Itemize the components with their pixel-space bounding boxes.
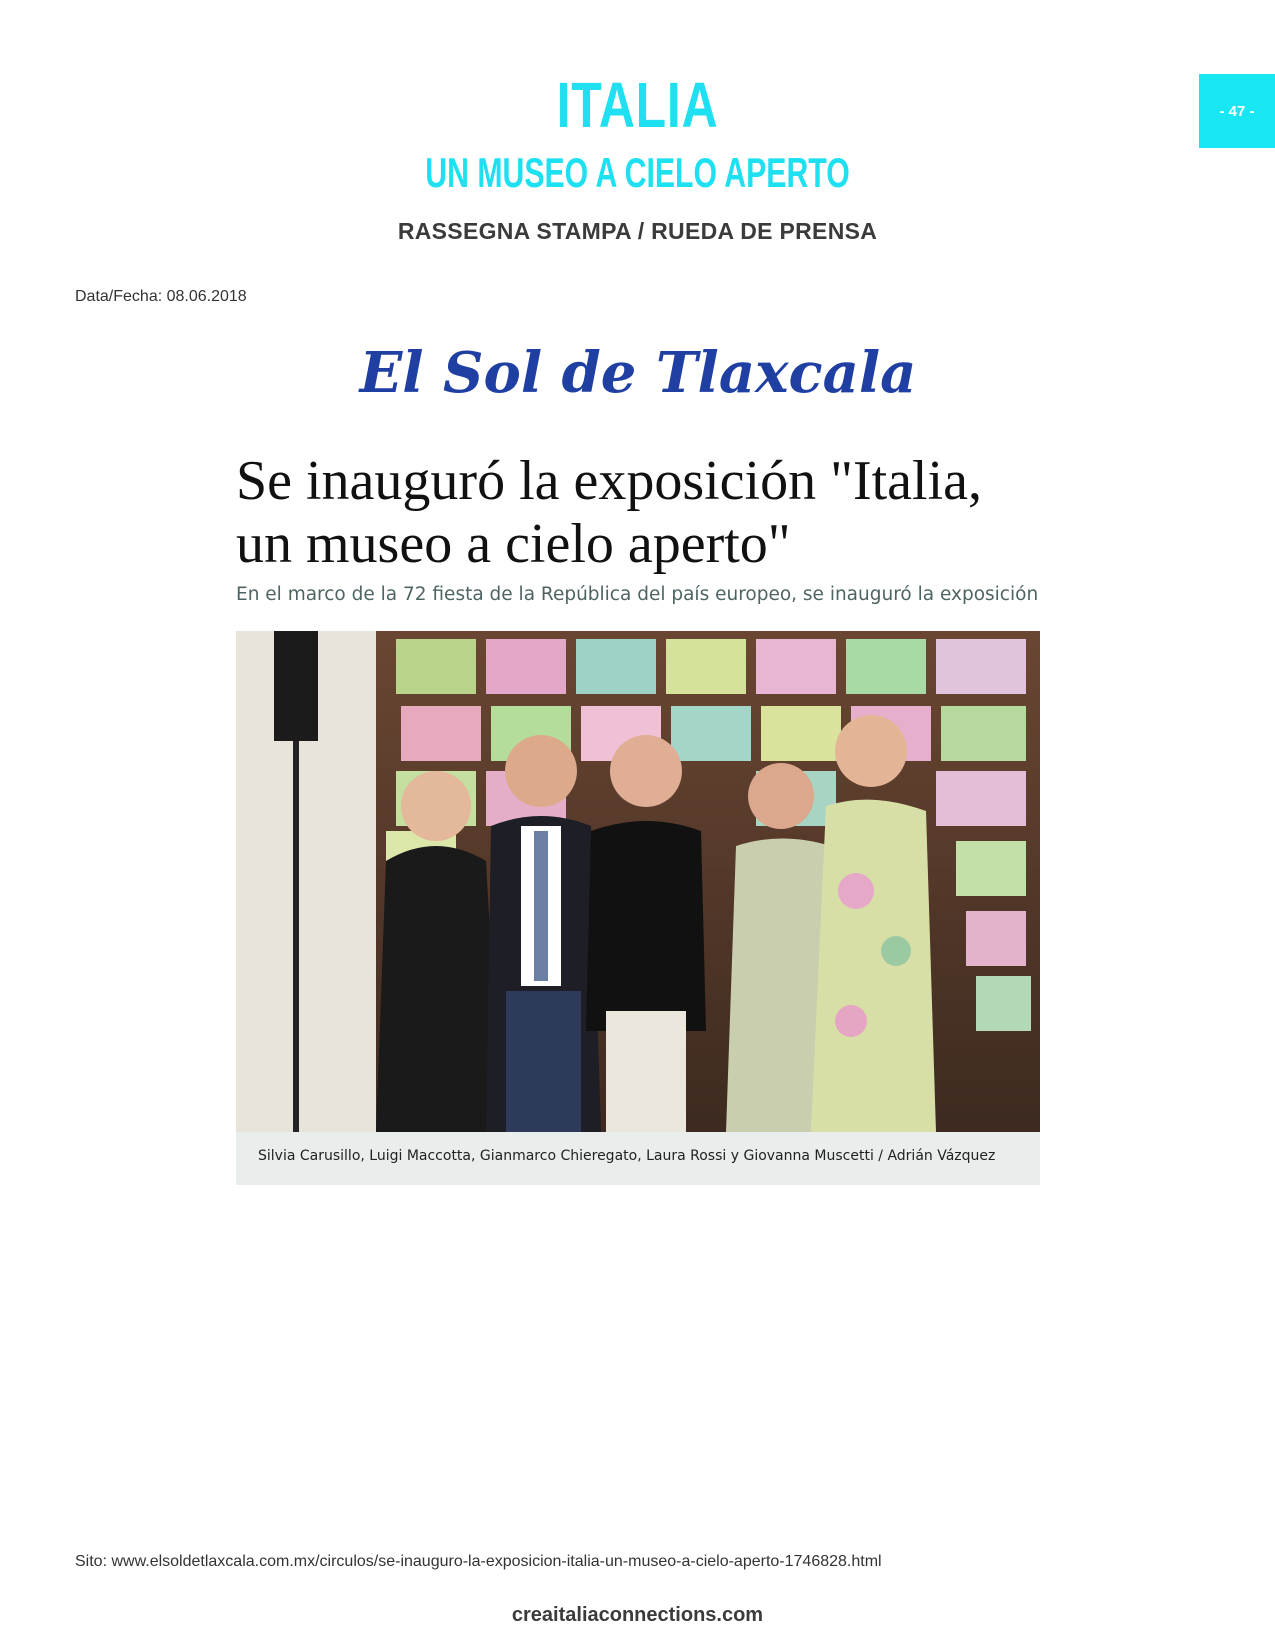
page-number-badge [1199,74,1275,148]
article-subheadline: En el marco de la 72 fiesta de la República del país europeo, se inauguró la exposición [236,584,1039,605]
headline-line-2: un museo a cielo aperto" [236,513,791,575]
page-title: ITALIA [556,69,719,141]
source-url: Sito: www.elsoldetlaxcala.com.mx/circulos/se-inauguro-la-exposicion-italia-un-museo-a-cielo-aperto-1746828.html [75,1553,882,1570]
article-headline [236,450,1056,576]
article-photo [236,631,1040,1132]
event-photo-illustration [236,631,1040,1132]
footer-website: creaitaliaconnections.com [511,1604,764,1626]
publication-logo-text: El Sol de Tlaxcala [359,340,916,406]
photo-caption-box [236,1132,1040,1185]
article-date: Data/Fecha: 08.06.2018 [75,288,247,305]
page-subtitle: UN MUSEO A CIELO APERTO [425,149,850,196]
section-label: RASSEGNA STAMPA / RUEDA DE PRENSA [397,218,878,244]
publication-logo-image [359,340,916,410]
publication-logo [0,340,1275,415]
photo-caption: Silvia Carusillo, Luigi Maccotta, Gianmarco Chieregato, Laura Rossi y Giovanna Muscetti / Adrián Vázquez [258,1148,996,1164]
page-number: - 47 - [1219,102,1255,120]
headline-line-1: Se inauguró la exposición "Italia, [236,450,982,512]
